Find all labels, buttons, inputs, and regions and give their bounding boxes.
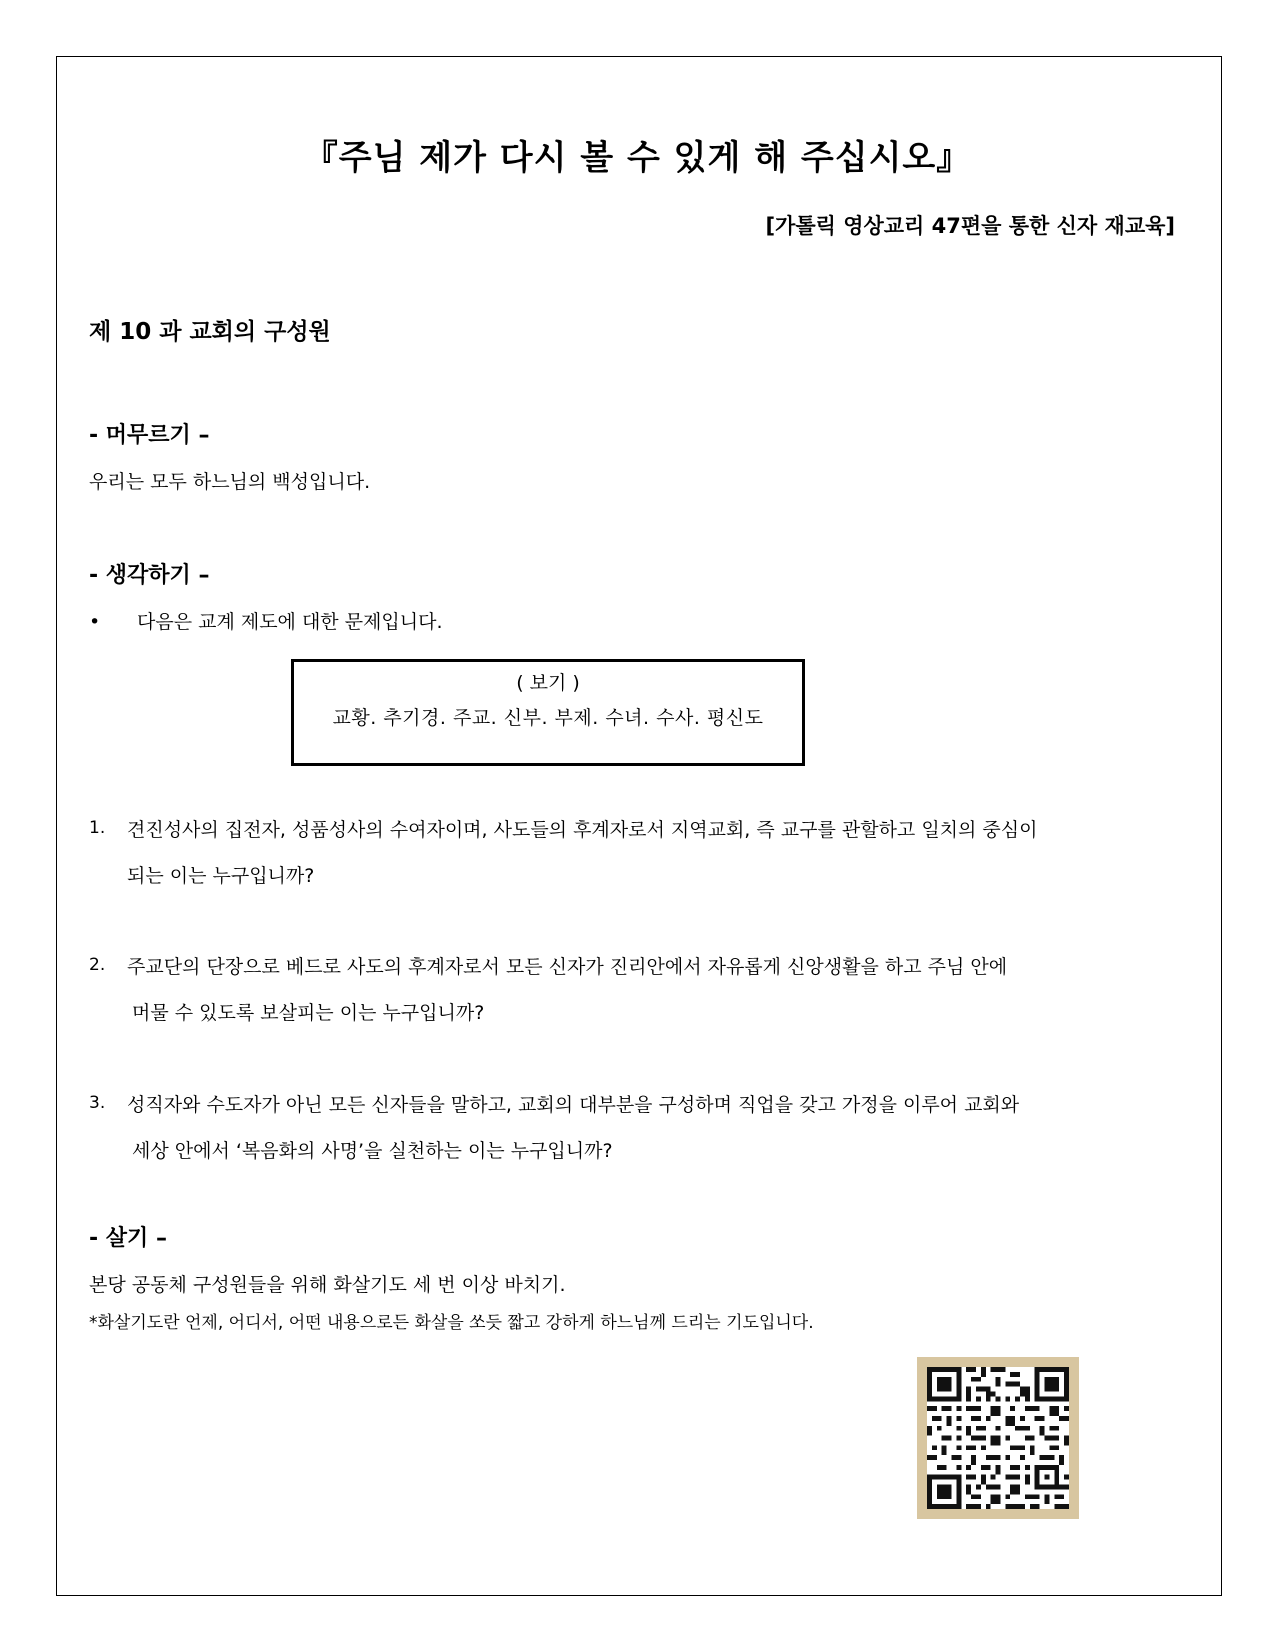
example-box-items: 교황. 추기경. 주교. 신부. 부제. 수녀. 수사. 평신도	[332, 707, 764, 729]
meditate-text: 우리는 모두 하느님의 백성입니다.	[89, 471, 371, 493]
bullet-text: 다음은 교계 제도에 대한 문제입니다.	[137, 611, 443, 633]
example-box-label: ( 보기 )	[516, 672, 580, 694]
question-text: 되는 이는 누구입니까?	[127, 865, 315, 887]
question-number: 3.	[89, 1093, 106, 1113]
question-text: 세상 안에서 ‘복음화의 사명’을 실천하는 이는 누구입니까?	[132, 1140, 613, 1162]
question-text: 성직자와 수도자가 아닌 모든 신자들을 말하고, 교회의 대부분을 구성하며 직업을 갖고 가정을 이루어 교회와	[127, 1094, 1020, 1116]
bullet-item	[89, 607, 443, 634]
question-text: 주교단의 단장으로 베드로 사도의 후계자로서 모든 신자가 진리안에서 자유롭게 신앙생활을 하고 주님 안에	[127, 956, 1008, 978]
lesson-title: 제 10 과 교회의 구성원	[89, 319, 331, 345]
bullet-dot-icon: •	[89, 611, 101, 633]
section-heading-live: - 살기 –	[89, 1226, 167, 1251]
question-text: 견진성사의 집전자, 성품성사의 수여자이며, 사도들의 후계자로서 지역교회, 즉 교구를 관할하고 일치의 중심이	[127, 819, 1038, 841]
question-text: 머물 수 있도록 보살피는 이는 누구입니까?	[132, 1002, 485, 1024]
document-title: 『주님 제가 다시 볼 수 있게 해 주십시오』	[303, 138, 972, 178]
example-box	[291, 659, 805, 766]
qr-code-graphic	[927, 1367, 1069, 1509]
question-number: 2.	[89, 955, 106, 975]
section-heading-think: - 생각하기 –	[89, 563, 210, 588]
prayer-note: *화살기도란 언제, 어디서, 어떤 내용으로든 화살을 쏘듯 짧고 강하게 하느님께 드리는 기도입니다.	[89, 1313, 814, 1333]
live-text: 본당 공동체 구성원들을 위해 화살기도 세 번 이상 바치기.	[89, 1274, 566, 1296]
qr-code-icon	[917, 1357, 1079, 1519]
document-subtitle: [가톨릭 영상교리 47편을 통한 신자 재교육]	[765, 214, 1175, 238]
question-number: 1.	[89, 818, 106, 838]
section-heading-meditate: - 머무르기 –	[89, 423, 210, 448]
